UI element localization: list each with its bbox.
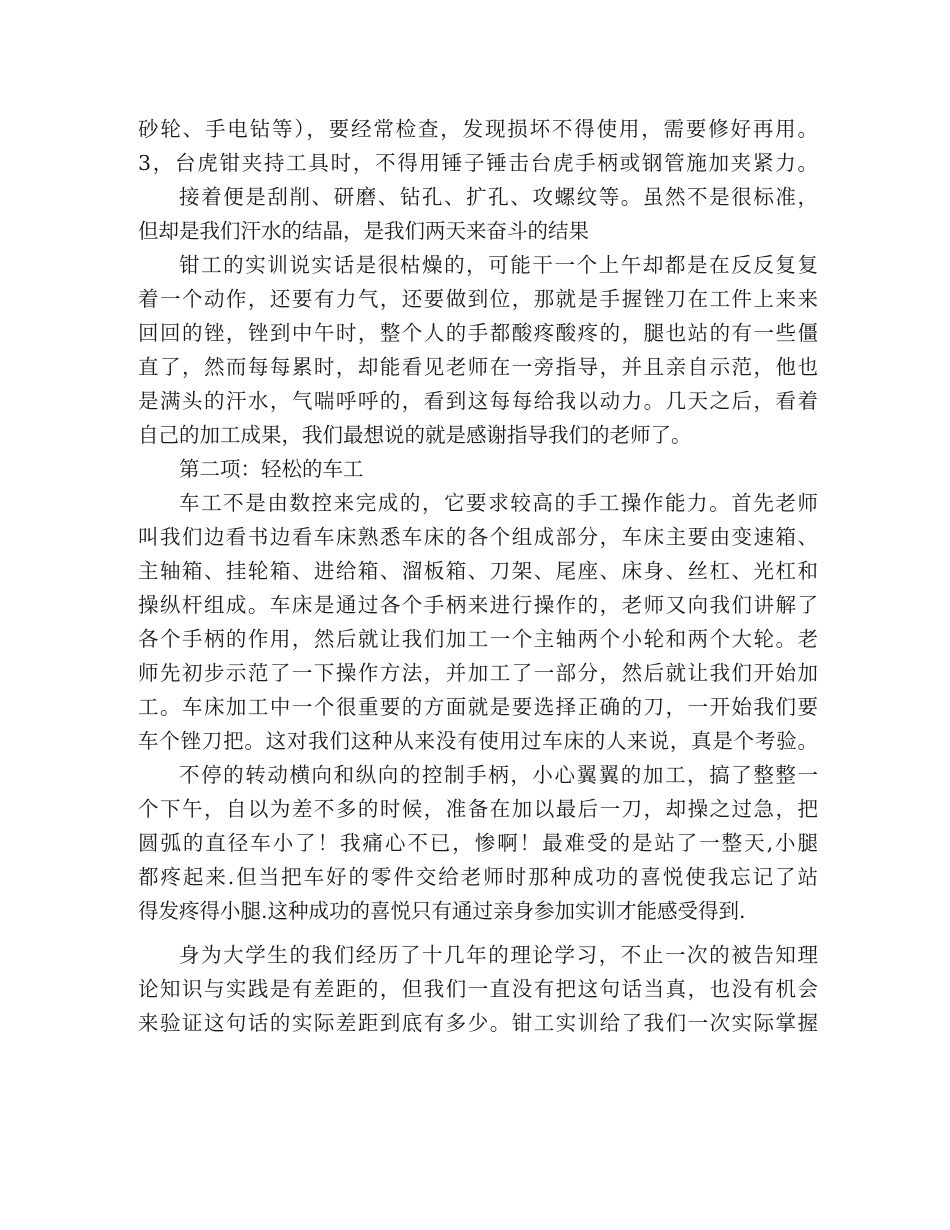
text-line: 都疼起来.但当把车好的零件交给老师时那种成功的喜悦使我忘记了站 xyxy=(138,865,818,889)
text-line: 不停的转动横向和纵向的控制手柄，小心翼翼的加工，搞了整整一 xyxy=(179,763,818,787)
text-line: 主轴箱、挂轮箱、进给箱、溜板箱、刀架、尾座、床身、丝杠、光杠和 xyxy=(138,559,818,583)
text-line: 回回的锉，锉到中午时，整个人的手都酸疼酸疼的，腿也站的有一些僵 xyxy=(138,321,818,345)
text-line: 3，台虎钳夹持工具时，不得用锤子锤击台虎手柄或钢管施加夹紧力。 xyxy=(138,151,818,175)
text-line: 砂轮、手电钻等），要经常检查，发现损坏不得使用，需要修好再用。 xyxy=(138,117,818,141)
text-line: 圆弧的直径车小了！我痛心不已，惨啊！最难受的是站了一整天,小腿 xyxy=(138,831,818,855)
text-line: 但却是我们汗水的结晶，是我们两天来奋斗的结果 xyxy=(138,219,589,243)
text-line: 车个锉刀把。这对我们这种从来没有使用过车床的人来说，真是个考验。 xyxy=(138,729,818,753)
text-line: 师先初步示范了一下操作方法，并加工了一部分，然后就让我们开始加 xyxy=(138,661,818,685)
text-line: 各个手柄的作用，然后就让我们加工一个主轴两个小轮和两个大轮。老 xyxy=(138,627,818,651)
text-line: 接着便是刮削、研磨、钻孔、扩孔、攻螺纹等。虽然不是很标准， xyxy=(179,185,818,209)
section-heading: 第二项：轻松的车工 xyxy=(179,457,364,481)
text-line: 是满头的汗水，气喘呼呼的，看到这每每给我以动力。几天之后，看着 xyxy=(138,389,818,413)
text-line: 钳工的实训说实话是很枯燥的，可能干一个上午却都是在反反复复 xyxy=(179,253,818,277)
text-line: 得发疼得小腿.这种成功的喜悦只有通过亲身参加实训才能感受得到. xyxy=(138,899,746,923)
text-line: 着一个动作，还要有力气，还要做到位，那就是手握锉刀在工件上来来 xyxy=(138,287,818,311)
text-line: 身为大学生的我们经历了十几年的理论学习，不止一次的被告知理 xyxy=(179,943,818,967)
text-line: 直了，然而每每累时，却能看见老师在一旁指导，并且亲自示范，他也 xyxy=(138,355,818,379)
text-line: 来验证这句话的实际差距到底有多少。钳工实训给了我们一次实际掌握 xyxy=(138,1011,818,1035)
text-line: 工。车床加工中一个很重要的方面就是要选择正确的刀，一开始我们要 xyxy=(138,695,818,719)
text-line: 操纵杆组成。车床是通过各个手柄来进行操作的，老师又向我们讲解了 xyxy=(138,593,818,617)
text-line: 车工不是由数控来完成的，它要求较高的手工操作能力。首先老师 xyxy=(179,491,818,515)
text-line: 论知识与实践是有差距的，但我们一直没有把这句话当真，也没有机会 xyxy=(138,977,818,1001)
text-line: 自己的加工成果，我们最想说的就是感谢指导我们的老师了。 xyxy=(138,423,692,447)
text-line: 个下午，自以为差不多的时候，准备在加以最后一刀，却操之过急，把 xyxy=(138,797,818,821)
text-line: 叫我们边看书边看车床熟悉车床的各个组成部分，车床主要由变速箱、 xyxy=(138,525,818,549)
document-body xyxy=(138,112,818,1040)
